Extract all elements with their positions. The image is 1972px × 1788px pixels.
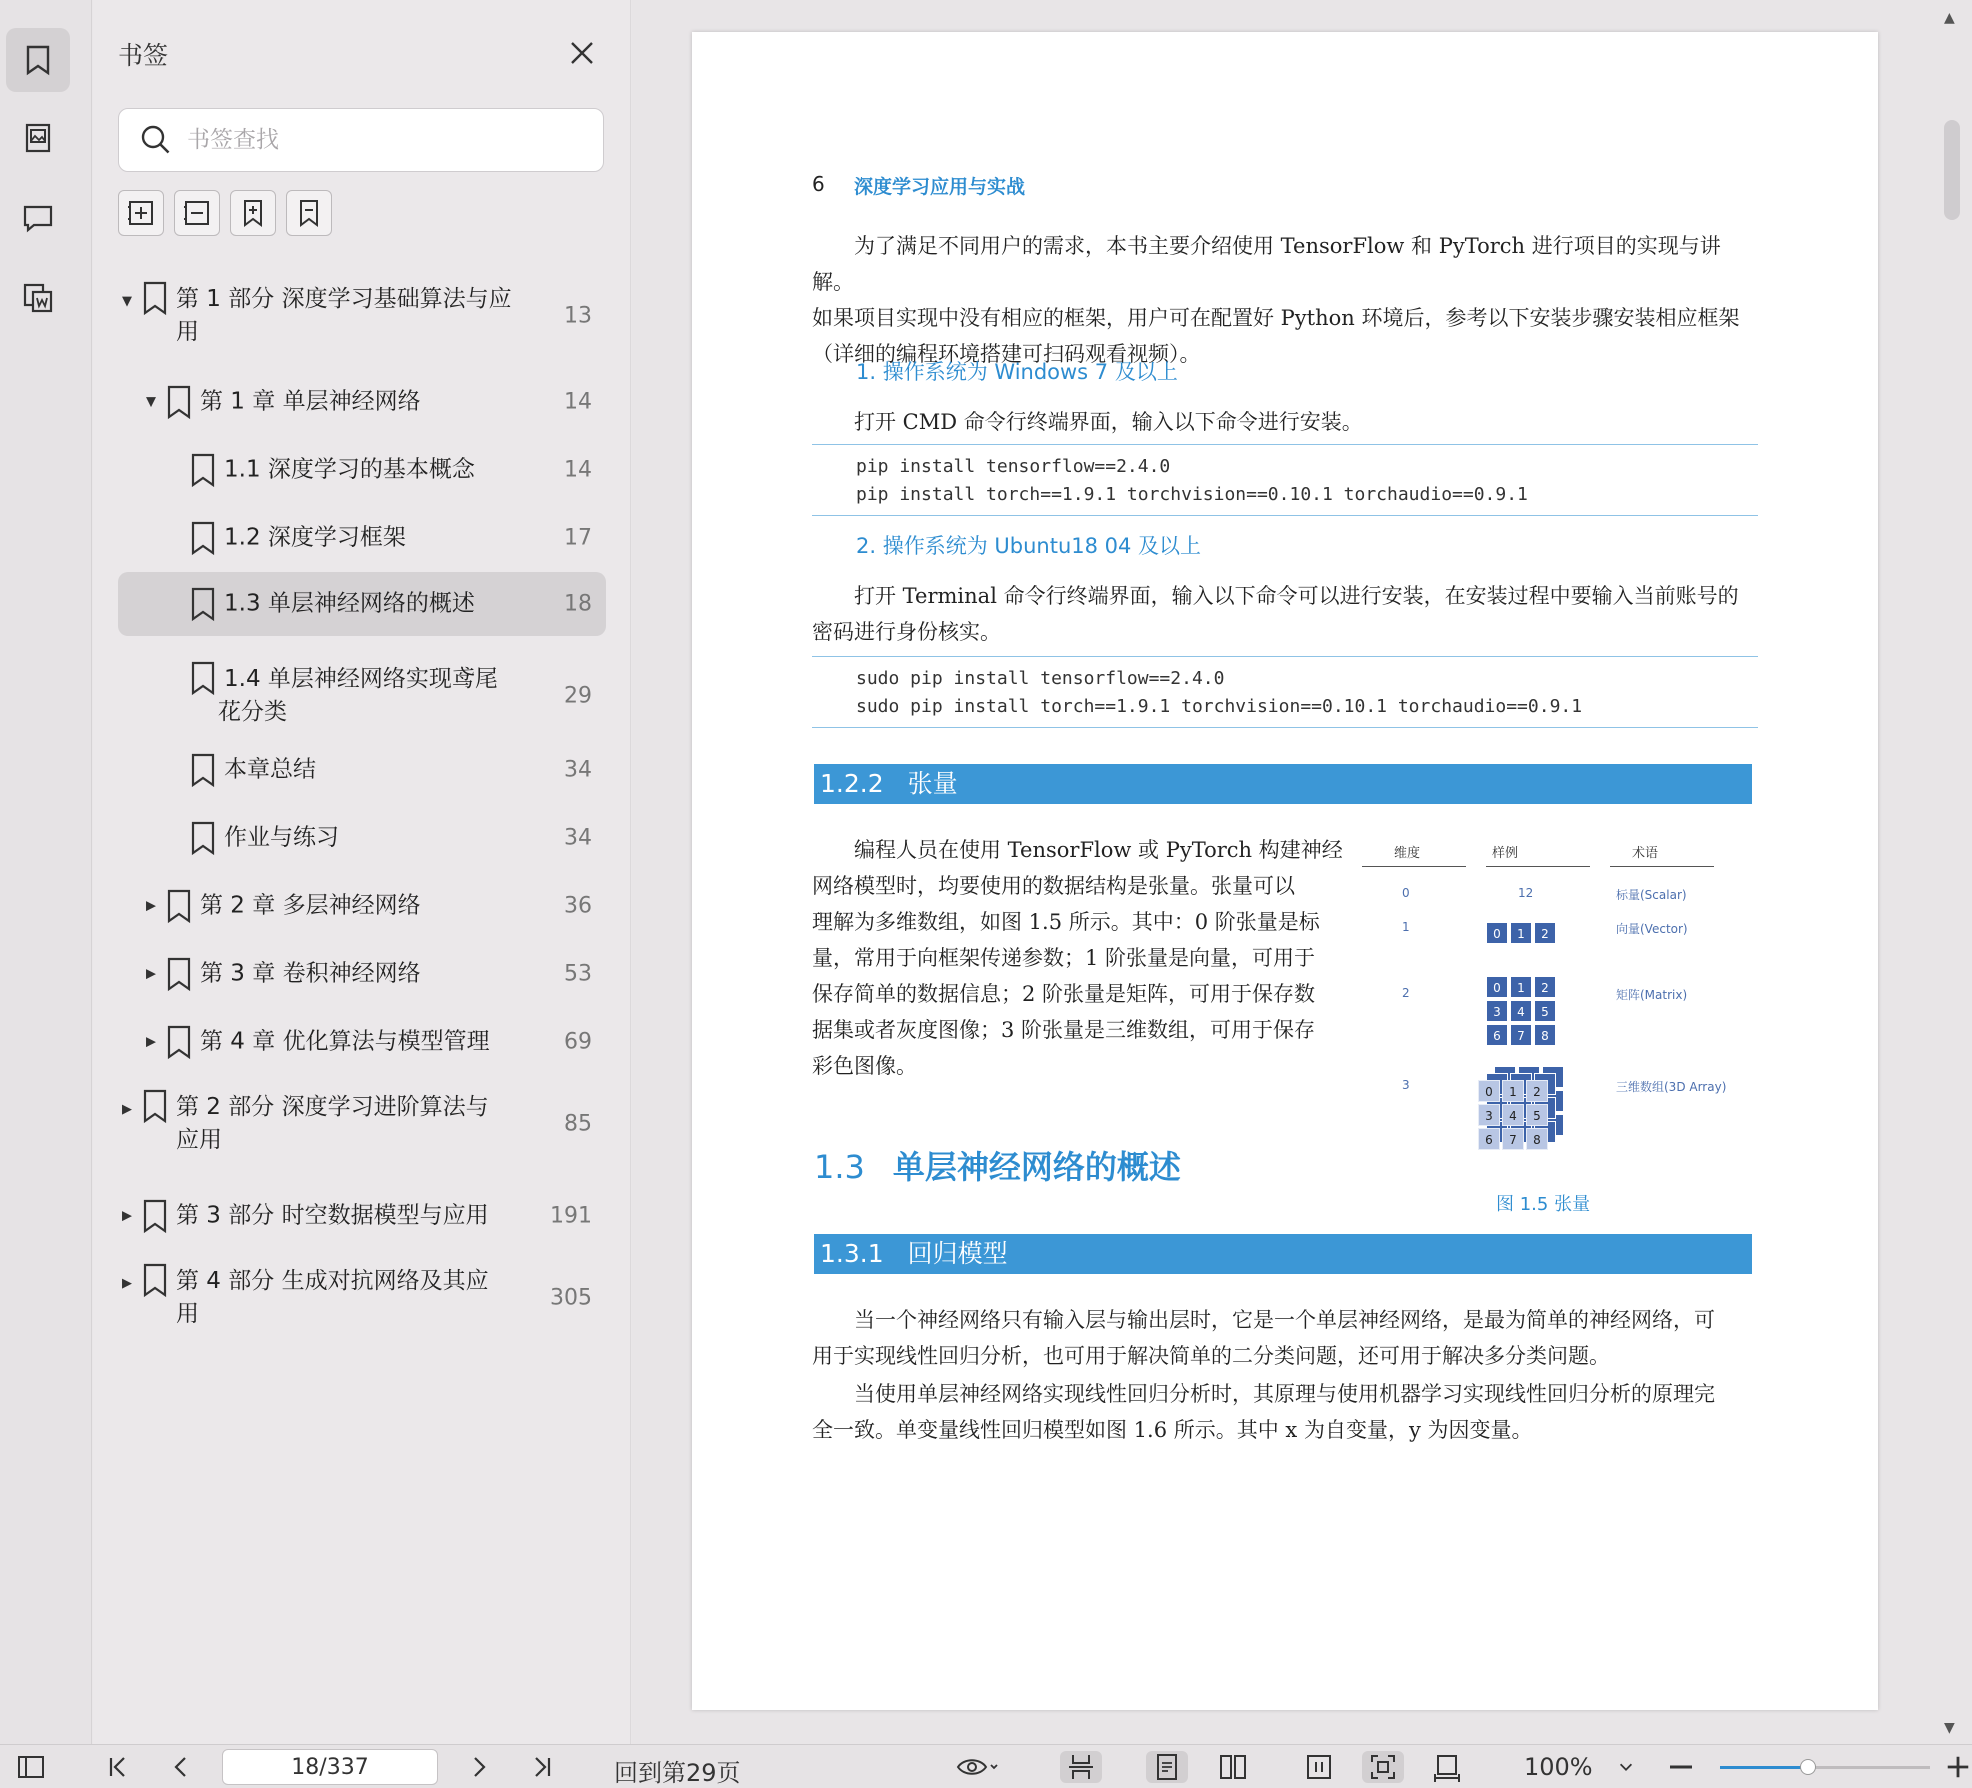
tensor-cell: 3: [1478, 1104, 1500, 1126]
expand-arrow-down-icon[interactable]: ▼: [146, 394, 156, 410]
tensor-cell: 2: [1534, 976, 1556, 998]
scroll-up-icon[interactable]: ▲: [1944, 10, 1955, 26]
figure-header: 术语: [1632, 846, 1659, 861]
bookmark-label: [176, 1091, 489, 1157]
single-page-icon[interactable]: [1146, 1751, 1188, 1783]
bookmark-item[interactable]: [118, 572, 606, 636]
bookmark-icon: [164, 888, 194, 924]
bookmark-icon: [188, 752, 218, 788]
section-title: 单层神经网络的概述: [892, 1148, 1181, 1186]
close-icon[interactable]: [565, 36, 599, 70]
figure-term: 向量(Vector): [1616, 922, 1688, 936]
bookmark-item[interactable]: [118, 740, 606, 800]
bookmark-icon: [188, 660, 218, 696]
bookmark-page-number: 13: [564, 303, 592, 329]
last-page-icon[interactable]: [526, 1751, 560, 1783]
text-line: 保存简单的数据信息；2 阶张量是矩阵，可用于保存数: [812, 982, 1316, 1006]
figure-scalar-example: 12: [1518, 886, 1534, 900]
text-line: 打开 Terminal 命令行终端界面，输入以下命令可以进行安装，在安装过程中要输入当前账号的: [854, 584, 1739, 608]
text-line: 编程人员在使用 TensorFlow 或 PyTorch 构建神经: [854, 838, 1343, 862]
zoom-slider[interactable]: [1720, 1766, 1930, 1769]
tensor-cell: 7: [1502, 1128, 1524, 1150]
paragraph-intro: [812, 228, 1762, 372]
expand-arrow-right-icon[interactable]: ▶: [146, 1034, 156, 1050]
section-number: 1.3.1: [820, 1239, 884, 1268]
bookmark-label-line: 1.4 单层神经网络实现鸢尾: [224, 666, 498, 692]
code-line: sudo pip install tensorflow==2.4.0: [856, 668, 1225, 689]
bookmark-icon: [188, 452, 218, 488]
page-number-input[interactable]: [222, 1749, 438, 1785]
text-line: 用于实现线性回归分析，也可用于解决简单的二分类问题，还可用于解决多分类问题。: [812, 1344, 1610, 1368]
bookmark-item[interactable]: [118, 1186, 606, 1246]
page-number: 6: [812, 172, 825, 196]
bookmark-item[interactable]: [118, 808, 606, 868]
bottom-toolbar: [0, 1744, 1972, 1788]
bookmark-label: 1.2 深度学习框架: [224, 524, 406, 551]
zoom-level[interactable]: 100%: [1524, 1753, 1593, 1781]
paragraph-cmd: 打开 CMD 命令行终端界面，输入以下命令进行安装。: [854, 410, 1363, 434]
zoom-slider-thumb[interactable]: [1800, 1759, 1816, 1775]
subheading-ubuntu: 2. 操作系统为 Ubuntu18 04 及以上: [856, 534, 1202, 558]
bookmark-page-number: 29: [564, 683, 592, 709]
bookmark-label: 1.3 单层神经网络的概述: [224, 590, 475, 617]
bookmark-item[interactable]: [118, 440, 606, 500]
tensor-cell: 0: [1486, 976, 1508, 998]
expand-arrow-right-icon[interactable]: ▶: [146, 966, 156, 982]
document-page: [692, 32, 1878, 1710]
bookmark-panel: [93, 0, 631, 1744]
text-line: 全一致。单变量线性回归模型如图 1.6 所示。其中 x 为自变量，y 为因变量。: [812, 1418, 1533, 1442]
bookmark-item[interactable]: [118, 508, 606, 568]
thumbnail-tab-icon[interactable]: [6, 106, 70, 170]
code-line: pip install tensorflow==2.4.0: [856, 456, 1171, 477]
bookmark-label-line: 用: [176, 319, 199, 345]
running-head-title: 深度学习应用与实战: [854, 176, 1026, 198]
bookmark-item[interactable]: [118, 944, 606, 1004]
bookmark-tab-icon[interactable]: [6, 28, 70, 92]
section-bar-1-3-1: [814, 1234, 1752, 1274]
bookmark-label-line: 花分类: [218, 699, 287, 725]
section-bar-1-2-2: [814, 764, 1752, 804]
tensor-cell: 4: [1510, 1000, 1532, 1022]
two-page-icon[interactable]: [1212, 1751, 1254, 1783]
previous-page-icon[interactable]: [164, 1751, 198, 1783]
bookmark-label-line: 应用: [176, 1127, 222, 1153]
tensor-figure: [1362, 842, 1762, 1222]
expand-arrow-down-icon[interactable]: ▼: [122, 294, 132, 309]
bookmark-page-number: 14: [564, 457, 592, 483]
bookmark-page-number: 17: [564, 525, 592, 551]
zoom-in-icon[interactable]: [1944, 1751, 1972, 1783]
bookmark-item[interactable]: [118, 1254, 606, 1342]
expand-arrow-right-icon[interactable]: ▶: [122, 1102, 132, 1117]
next-page-icon[interactable]: [462, 1751, 496, 1783]
fit-page-icon[interactable]: [1362, 1751, 1404, 1783]
bookmark-label-line: 第 1 部分 深度学习基础算法与应: [176, 286, 512, 312]
bookmark-icon: [164, 384, 194, 420]
text-line: 量，常用于向框架传递参数；1 阶张量是向量，可用于: [812, 946, 1316, 970]
text-line: 彩色图像。: [812, 1054, 917, 1078]
bookmark-item[interactable]: [118, 372, 606, 432]
paragraph-regression-1: [812, 1302, 1762, 1374]
bookmark-icon: [188, 586, 218, 622]
bookmark-item[interactable]: [118, 876, 606, 936]
bookmark-label: 第 3 部分 时空数据模型与应用: [176, 1202, 489, 1229]
bookmark-page-number: 34: [564, 825, 592, 851]
figure-dim: 0: [1402, 886, 1410, 900]
figure-dim: 3: [1402, 1078, 1410, 1092]
bookmark-page-number: 69: [564, 1029, 592, 1055]
bookmark-icon: [164, 956, 194, 992]
collapse-all-icon[interactable]: [174, 190, 220, 236]
zoom-dropdown-chevron-icon[interactable]: [1614, 1751, 1638, 1783]
sidebar-rail: [0, 0, 92, 1744]
bookmark-icon: [140, 280, 170, 316]
code-line: pip install torch==1.9.1 torchvision==0.10.1 torchaudio==0.9.1: [856, 484, 1528, 505]
tensor-cell: 8: [1534, 1024, 1556, 1046]
tensor-cell: 4: [1502, 1104, 1524, 1126]
section-title: 回归模型: [907, 1239, 1008, 1268]
text-line: 据集或者灰度图像；3 阶张量是三维数组，可用于保存: [812, 1018, 1316, 1042]
bookmark-page-number: 34: [564, 757, 592, 783]
section-number: 1.3: [814, 1148, 865, 1186]
text-line: 网络模型时，均要使用的数据结构是张量。张量可以: [812, 874, 1295, 898]
figure-term: 标量(Scalar): [1616, 888, 1687, 902]
section-heading-1-3: [814, 1142, 1181, 1188]
bookmark-page-number: 53: [564, 961, 592, 987]
tensor-cell: 1: [1510, 976, 1532, 998]
figure-term: 矩阵(Matrix): [1616, 988, 1688, 1002]
zoom-slider-fill: [1720, 1766, 1808, 1769]
code-block-windows: [812, 444, 1758, 516]
text-line: （详细的编程环境搭建可扫码观看视频）。: [812, 342, 1201, 366]
tensor-cell: 6: [1486, 1024, 1508, 1046]
first-page-icon[interactable]: [100, 1751, 134, 1783]
tensor-cell: 0: [1478, 1080, 1500, 1102]
tensor-cell: 6: [1478, 1128, 1500, 1150]
subheading-windows: 1. 操作系统为 Windows 7 及以上: [856, 360, 1178, 384]
figure-dim: 2: [1402, 986, 1410, 1000]
text-line: 理解为多维数组，如图 1.5 所示。其中：0 阶张量是标: [812, 910, 1320, 934]
paragraph-terminal: [812, 578, 1762, 650]
figure-rule: [1486, 866, 1590, 867]
bookmark-label: 作业与练习: [224, 824, 339, 851]
bookmark-item[interactable]: [118, 1012, 606, 1072]
panel-title: 书签: [118, 41, 169, 70]
bookmark-label: 1.1 深度学习的基本概念: [224, 456, 475, 483]
bookmark-search-box[interactable]: [118, 108, 604, 172]
figure-header: 维度: [1394, 846, 1421, 861]
bookmark-label: 本章总结: [224, 756, 316, 783]
toggle-sidebar-icon[interactable]: [14, 1751, 48, 1783]
bookmark-label: 第 1 章 单层神经网络: [200, 388, 421, 415]
bookmark-page-number: 14: [564, 389, 592, 415]
tensor-cell: 1: [1510, 922, 1532, 944]
tensor-cell: 0: [1486, 922, 1508, 944]
paragraph-regression-2: [812, 1376, 1762, 1448]
vertical-scrollbar[interactable]: [1944, 120, 1960, 220]
text-line: 当一个神经网络只有输入层与输出层时，它是一个单层神经网络，是最为简单的神经网络，可: [854, 1308, 1715, 1332]
search-icon: [139, 123, 173, 157]
text-line: 当使用单层神经网络实现线性回归分析时，其原理与使用机器学习实现线性回归分析的原理完: [854, 1382, 1715, 1406]
bookmark-page-number: 85: [564, 1111, 592, 1137]
tensor-cell: 5: [1526, 1104, 1548, 1126]
tensor-cell: 1: [1502, 1080, 1524, 1102]
bookmark-label: 第 2 章 多层神经网络: [200, 892, 421, 919]
comment-tab-icon[interactable]: [6, 186, 70, 250]
continuous-scroll-icon[interactable]: [1060, 1751, 1102, 1783]
view-mode-eye-icon[interactable]: [950, 1751, 1006, 1783]
tensor-cell: 8: [1526, 1128, 1548, 1150]
expand-arrow-right-icon[interactable]: ▶: [122, 1208, 132, 1224]
attachment-tab-icon[interactable]: [6, 266, 70, 330]
paragraph-tensor: [812, 832, 1352, 1084]
bookmark-icon: [140, 1262, 170, 1298]
bookmark-label: [176, 1265, 489, 1331]
figure-rule: [1362, 866, 1466, 867]
actual-size-icon[interactable]: [1426, 1751, 1468, 1783]
bookmark-icon: [140, 1088, 170, 1124]
bookmark-label: [176, 283, 512, 349]
figure-dim: 1: [1402, 920, 1410, 934]
bookmark-item[interactable]: [118, 652, 606, 740]
figure-term: 三维数组(3D Array): [1616, 1080, 1727, 1094]
text-line: 如果项目实现中没有相应的框架，用户可在配置好 Python 环境后，参考以下安装步骤安装相应框架: [812, 306, 1740, 330]
bookmark-item[interactable]: [118, 272, 606, 360]
zoom-out-icon[interactable]: [1666, 1751, 1696, 1783]
bookmark-label-line: 第 2 部分 深度学习进阶算法与: [176, 1094, 489, 1120]
tensor-cell: 7: [1510, 1024, 1532, 1046]
bookmark-page-number: 18: [564, 591, 592, 617]
section-number: 1.2.2: [820, 769, 884, 798]
expand-arrow-right-icon[interactable]: ▶: [146, 898, 156, 914]
bookmark-icon: [164, 1024, 194, 1060]
bookmark-label-line: 用: [176, 1301, 199, 1327]
section-title: 张量: [907, 769, 958, 798]
bookmark-icon: [140, 1198, 170, 1234]
bookmark-label: 第 4 章 优化算法与模型管理: [200, 1028, 490, 1055]
fit-width-icon[interactable]: [1298, 1751, 1340, 1783]
text-line: 为了满足不同用户的需求，本书主要介绍使用 TensorFlow 和 PyTorch 进行项目的实现与讲解。: [812, 234, 1721, 294]
remove-bookmark-icon[interactable]: [286, 190, 332, 236]
tensor-cell: 3: [1486, 1000, 1508, 1022]
expand-arrow-right-icon[interactable]: ▶: [122, 1276, 132, 1291]
text-line: 密码进行身份核实。: [812, 620, 1001, 644]
expand-all-icon[interactable]: [118, 190, 164, 236]
tensor-cell: 5: [1534, 1000, 1556, 1022]
bookmark-icon: [188, 820, 218, 856]
figure-caption: 图 1.5 张量: [1496, 1194, 1591, 1215]
tensor-cell: 2: [1526, 1080, 1548, 1102]
bookmark-label: [218, 663, 498, 729]
bookmark-search-input[interactable]: [187, 127, 567, 153]
figure-header: 样例: [1492, 846, 1519, 861]
back-to-page-link[interactable]: 回到第29页: [614, 1759, 741, 1787]
bookmark-page-number: 36: [564, 893, 592, 919]
code-block-ubuntu: [812, 656, 1758, 728]
figure-rule: [1610, 866, 1714, 867]
bookmark-item[interactable]: [118, 1080, 606, 1168]
bookmark-tools: [118, 190, 332, 236]
bookmark-label-line: 第 4 部分 生成对抗网络及其应: [176, 1268, 489, 1294]
tensor-cell: 2: [1534, 922, 1556, 944]
add-bookmark-icon[interactable]: [230, 190, 276, 236]
code-line: sudo pip install torch==1.9.1 torchvision==0.10.1 torchaudio==0.9.1: [856, 696, 1583, 717]
bookmark-page-number: 305: [550, 1285, 592, 1311]
bookmark-label: 第 3 章 卷积神经网络: [200, 960, 421, 987]
scroll-down-icon[interactable]: ▼: [1944, 1720, 1955, 1736]
bookmark-icon: [188, 520, 218, 556]
bookmark-page-number: 191: [550, 1203, 592, 1229]
